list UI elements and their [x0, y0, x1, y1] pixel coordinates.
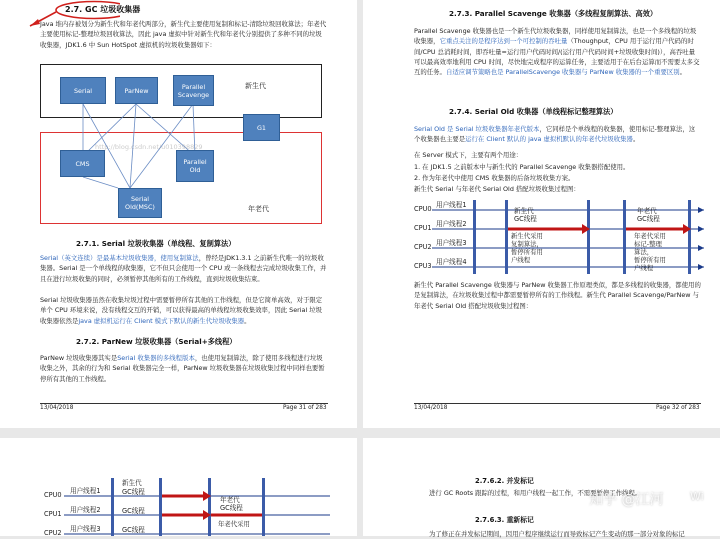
timeline-caption: 新生代 Serial 与年老代 Serial Old 搭配垃圾收集过程图： [414, 185, 580, 193]
remark-text: 为了修正在并发标记期间，因用户程序继续运行而导致标记产生变动的那一部分对象的标记 [429, 530, 685, 538]
cpu2-label: CPU2 [414, 243, 432, 251]
server-mode-text: 在 Server 模式下，主要有两个用途： [414, 151, 523, 159]
collector-serial-old: Serial Old(MSC) [118, 188, 162, 218]
zhihu-watermark: 知乎 @江河 [589, 492, 664, 508]
adaptive-link: 自适应调节策略也是 ParallelScavenge 收集器与 ParNew 收集器的一个重要区别 [445, 68, 680, 77]
throughput-link: 它重点关注的是程序达到一个可控制的吞吐量 [439, 37, 568, 46]
young-generation-label: 新生代 [245, 82, 266, 90]
bottom-old-gc-description: 年老代采用 [218, 520, 250, 528]
bottom-user-thread-2: 用户线程2 [70, 506, 101, 514]
gc-collectors-diagram [40, 57, 322, 222]
young-gc-description: 新生代采用 复制算法， 暂停所有用 户线程 [511, 232, 543, 264]
collector-serial: Serial [60, 77, 106, 104]
footer-date-right: 13/04/2018 [414, 405, 448, 411]
parallel-timeline-diagram [40, 474, 330, 536]
bottom-user-thread-1: 用户线程1 [70, 487, 101, 495]
footer-page: Page 31 of 283 [283, 405, 327, 411]
footer-rule [40, 403, 328, 404]
bottom-left-page [0, 438, 357, 536]
old-gc-description: 年老代采用 标记-整理 算法， 暂停所有用 户线程 [634, 232, 666, 272]
user-thread-4: 用户线程4 [436, 258, 467, 266]
user-thread-3: 用户线程3 [436, 239, 467, 247]
cpu3-label: CPU3 [414, 262, 432, 270]
bottom-cpu1-label: CPU1 [44, 510, 62, 518]
old-generation-label: 年老代 [248, 205, 269, 213]
left-page [0, 0, 357, 428]
intro-paragraph: Java 堆内存被划分为新生代和年老代两部分，新生代主要使用复制和标记-清除垃圾回收算法；年老代主要使用标记-整理垃圾回收算法，因此 java 虚拟中针对新生代和年老代分别提供了多种不同的垃圾收集器，JDK1.6 中 Sun HotSpot 虚拟机的垃圾收集器如下： [40, 20, 327, 49]
footer-date: 13/04/2018 [40, 405, 74, 411]
user-thread-2: 用户线程2 [436, 220, 467, 228]
collector-cms: CMS [60, 150, 105, 177]
parnew-link: Serial 收集器的多线程版本 [117, 354, 195, 362]
concurrent-mark-text: 进行 GC Roots 跟踪的过程，和用户线程一起工作，不需要暂停工作线程。 [429, 489, 642, 497]
diagram-watermark: http://blog.csdn.net/u010398829 [95, 143, 203, 151]
section-2-7-4-title: 2.7.4. Serial Old 收集器（单线程标记整理算法） [449, 107, 618, 116]
section-2-7-3-title: 2.7.3. Parallel Scavenge 收集器（多线程复制算法、高效） [449, 9, 658, 18]
collector-parallel-scavenge: Parallel Scavenge [173, 75, 214, 106]
bottom-user-thread-3: 用户线程3 [70, 525, 101, 533]
serial-link: Serial（英文连续）是最基本垃圾收集器，使用复制算法 [40, 254, 199, 262]
section-2-7-2-title: 2.7.2. ParNew 垃圾收集器（Serial+多线程） [76, 337, 237, 346]
parallel-scavenge-timeline-paragraph: 新生代 Parallel Scavenge 收集器与 ParNew 收集器工作原理类似，都是多线程的收集器，都使用的是复制算法，在垃圾收集过程中都需要暂停所有的工作线程。新生代 Parallel Scavenge/ParNew 与年老代 Serial Old 搭配垃圾收集过程图： [414, 281, 701, 310]
bottom-young-gc-label-1: GC线程 [122, 488, 145, 496]
parallel-scavenge-paragraph: Parallel Scavenge 收集器也是一个新生代垃圾收集器，同样使用复制算法，也是一个多线程的垃圾收集器，它重点关注的是程序达到一个可控制的吞吐量（Thoughput，CPU 用于运行用户代码的时间/CPU 总消耗时间，即吞吐量=运行用户代码时间/(运行用户代码时间+垃圾收集时间)），高吞吐量可以最高效率地利用 CPU 时间，尽快地完成程序的运算任务，主要适用于在后台运算而不需要太多交互的任务。自适应调节策略也是 ParallelScavenge 收集器与 ParNew 收集器的一个重要区别。 [414, 27, 700, 77]
usage-item-1: 1. 在 JDK1.5 之前版本中与新生代的 Parallel Scavenge 收集器搭配使用。 [414, 163, 630, 171]
footer-rule-right [414, 403, 701, 404]
bottom-young-gc-label-2: GC线程 [122, 507, 145, 515]
bottom-young-gc-label-3: GC线程 [122, 526, 145, 534]
serial-old-paragraph: Serial Old 是 Serial 垃圾收集器年老代版本，它同样是个单线程的收集器，使用标记-整理算法，这个收集器也主要是运行在 Client 默认的 java 虚拟机默认的年老代垃圾收集器。 [414, 125, 696, 144]
footer-page-right: Page 32 of 283 [656, 405, 700, 411]
section-title: 2.7. GC 垃圾收集器 [65, 5, 141, 14]
collector-parallel-old: Parallel Old [176, 150, 214, 182]
old-gc-thread-label: 年老代 GC线程 [637, 207, 660, 223]
parnew-paragraph: ParNew 垃圾收集器其实是Serial 收集器的多线程版本，也使用复制算法，除了使用多线程进行垃圾收集之外，其余的行为和 Serial 收集器完全一样，ParNew 垃圾收集器在垃圾收集过程中同样也要暂停所有其他的工作线程。 [40, 354, 325, 383]
cpu0-label: CPU0 [414, 205, 432, 213]
collector-parnew: ParNew [115, 77, 158, 104]
cpu1-label: CPU1 [414, 224, 432, 232]
client-mode-link: java 虚拟机运行在 Client 模式下默认的新生代垃圾收集器 [78, 316, 245, 325]
zhihu-watermark-extra: Wi [690, 490, 704, 503]
bottom-young-gc-head: 新生代 [122, 479, 142, 487]
bottom-cpu0-label: CPU0 [44, 491, 62, 499]
section-2-7-1-title: 2.7.1. Serial 垃圾收集器（单线程、复制算法） [76, 239, 236, 248]
usage-item-2: 2. 作为年老代中使用 CMS 收集器的后备垃圾收集方案。 [414, 174, 575, 182]
serial-old-link: 运行在 Client 默认的 java 虚拟机默认的年老代垃圾收集器 [465, 135, 633, 144]
section-2-7-6-3-title: 2.7.6.3. 重新标记 [475, 516, 534, 524]
right-page [363, 0, 720, 428]
section-2-7-6-2-title: 2.7.6.2. 并发标记 [475, 477, 534, 485]
serial-paragraph-2: Serial 垃圾收集器虽然在收集垃圾过程中需要暂停所有其他的工作线程，但是它简单高效，对于限定单个 CPU 环境来说，没有线程交互的开销，可以获得最高的单线程垃圾收集效率，因此 Serial 垃圾收集器依然是java 虚拟机运行在 Client 模式下默认的新生代垃圾收集器。 [40, 296, 323, 325]
bottom-right-page [363, 438, 720, 536]
bottom-cpu2-label: CPU2 [44, 529, 62, 537]
serial-paragraph-1: Serial（英文连续）是最基本垃圾收集器，使用复制算法，曾经是JDK1.3.1 之前新生代唯一的垃圾收集器。Serial 是一个单线程的收集器，它不但只会使用一个 CPU 或一条线程去完成垃圾收集工作，并且在进行垃圾收集的同时，必须暂停其他所有的工作线程，直到垃圾收集结束。 [40, 254, 327, 283]
user-thread-1: 用户线程1 [436, 201, 467, 209]
young-gc-thread-label: 新生代 GC线程 [514, 207, 537, 223]
serial-timeline-diagram [414, 196, 704, 276]
bottom-old-gc-label: 年老代 GC线程 [220, 496, 243, 512]
collector-g1: G1 [243, 114, 280, 141]
